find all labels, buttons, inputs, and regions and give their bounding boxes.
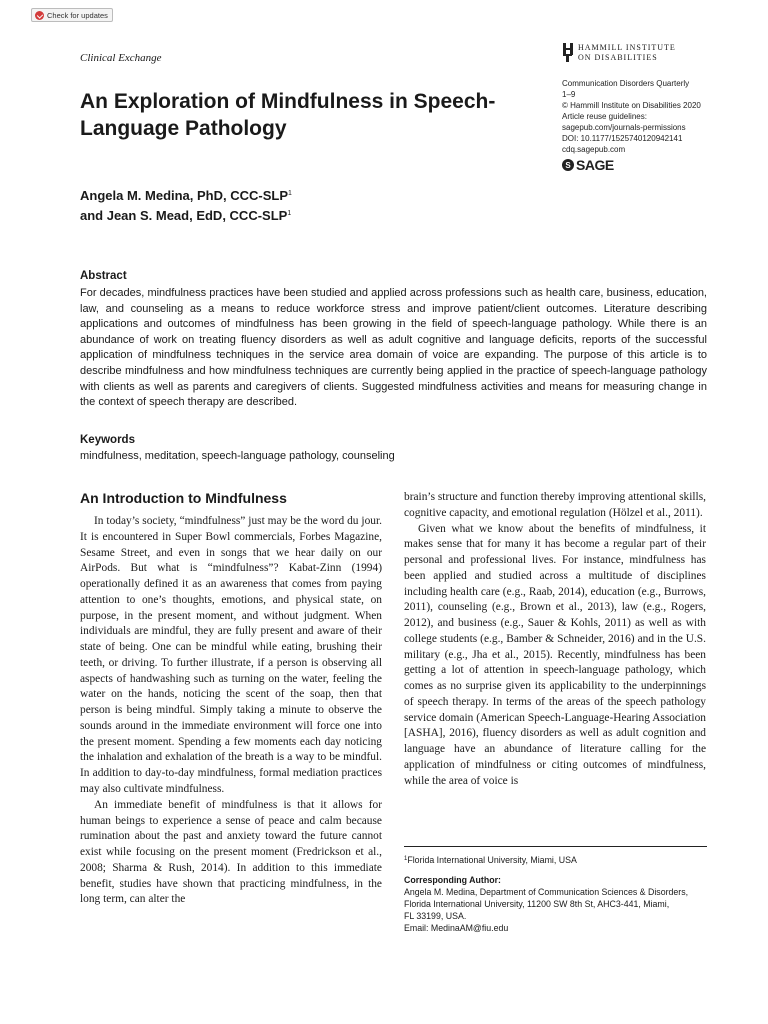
article-title: An Exploration of Mindfulness in Speech-Language Pathology — [80, 90, 496, 140]
author-1-name: Angela M. Medina, PhD, CCC-SLP — [80, 188, 289, 203]
publisher-logo — [561, 42, 676, 63]
journal-metadata — [562, 78, 701, 155]
affiliation-footnote — [404, 853, 724, 866]
author-1 — [80, 185, 292, 205]
doi-link[interactable]: DOI: 10.1177/1525740120942141 — [562, 134, 683, 143]
reuse-label: Article reuse guidelines: — [562, 112, 647, 121]
affil-mark: 1 — [404, 856, 408, 862]
copyright: © Hammill Institute on Disabilities 2020 — [562, 101, 701, 110]
paragraph: Given what we know about the benefits of mindfulness, it makes sense that for many it has become a regular part of their personal and professional lives. For instance, mindfulness has been applied and studied across a multitude of disciplines including health care (e.g., Raab, 2014), education (e.g., Burrows, 2011), counseling (e.g., Brown et al., 2013), law (e.g., Rogers, 2012), and business (e.g., Sauer & Kohls, 2011) as well as with college students (e.g., Bamber & Schneider, 2016) and in the U.S. military (e.g., Jha et al., 2015). Recently, mindfulness has been getting a lot of attention in speech-language pathology, which comes as no surprise given its applicability to the underpinnings of speech therapy. In terms of the areas of the speech pathology service domain (American Speech-Language-Hearing Association [ASHA], 2016), fluency disorders as well as adult cognition and language have an abundance of literature calling for the application of mindfulness or citing outcomes of mindfulness, while the area of voice is — [404, 522, 706, 787]
sage-logo-icon: S — [562, 159, 574, 171]
check-for-updates-label: Check for updates — [47, 10, 108, 20]
check-for-updates-badge[interactable] — [31, 8, 113, 22]
section-heading: An Introduction to Mindfulness — [80, 490, 287, 506]
journal-site-link[interactable]: cdq.sagepub.com — [562, 145, 626, 154]
sage-logo-text: SAGE — [576, 157, 614, 173]
corr-line: Angela M. Medina, Department of Communication Sciences & Disorders, — [404, 887, 689, 897]
corresponding-author — [404, 874, 724, 934]
article-section-label: Clinical Exchange — [80, 52, 162, 64]
publisher-name — [578, 42, 676, 63]
keywords-heading: Keywords — [80, 434, 135, 446]
abstract-text: For decades, mindfulness practices have been studied and applied across professions such as health care, business, education, law, and counseling as a means to reduce workforce stress and improve patient/client outcomes. Literature describing applications and outcomes of mindfulness has been growing in the field of speech-language pathology. While there is an abundance of work on treating fluency disorders as well as adult cognitive and language deficits, reports of the successful application of mindfulness techniques in the service area domain of voice are expanding. The purpose of this article is to describe mindfulness and how mindfulness techniques are currently being applied in the practice of speech-language pathology with clients as well as parents and caregivers of clients. Suggested mindfulness activities and means for measuring change in the context of speech therapy are described. — [80, 287, 707, 409]
publisher-name-line2: ON DISABILITIES — [578, 53, 658, 62]
corr-line: FL 33199, USA. — [404, 911, 467, 921]
author-list — [80, 185, 292, 225]
permissions-link[interactable]: sagepub.com/journals-permissions — [562, 123, 686, 132]
check-icon — [35, 11, 44, 20]
abstract-heading: Abstract — [80, 270, 127, 282]
author-2 — [80, 205, 292, 225]
page-range: 1–9 — [562, 90, 576, 99]
author-1-affil-mark: 1 — [288, 190, 292, 197]
paragraph: An immediate benefit of mindfulness is that it allows for human beings to experience a sense of peace and calm because rumination about the past and anxiety toward the future cannot exist while focusing on the present moment (Fredrickson et al., 2008; Sharma & Rush, 2014). In addition to this immediate benefit, studies have shown that practicing mindfulness, in the long term, can alter the — [80, 798, 382, 906]
body-column-right — [404, 490, 706, 790]
affiliation-text: Florida International University, Miami, USA — [407, 855, 577, 865]
hammill-logo-icon — [561, 42, 576, 62]
email-link[interactable]: Email: MedinaAM@fiu.edu — [404, 923, 509, 933]
keywords-text: mindfulness, meditation, speech-language pathology, counseling — [80, 450, 395, 462]
paragraph: In today’s society, “mindfulness” just may be the word du jour. It is encountered in Super Bowl commercials, Forbes Magazine, Sesame Street, and even in songs that we hear daily on our AirPods. But what is “mindfulness”? Kabat-Zinn (1994) operationally defined it as an awareness that comes from paying attention to one’s thoughts, emotions, and physical state, on purpose, in the present moment, and without judgment. When individuals are mindful, they are fully present and aware of their state of being. One can be mindful while eating, brushing their teeth, or driving. To further illustrate, if a person is observing all aspects of handwashing such as turning on the water, feeling the water on the hands, noticing the scent of the soap, then that person is being mindful. Simply taking a minute to observe the sounds around in the immediate environment will force one into the present moment. Spending a few moments each day noticing the inhalation and exhalation of the breath is a way to be mindful. In addition to day-to-day mindfulness, formal mediation practices may also cultivate mindfulness. — [80, 515, 382, 796]
body-column-left — [80, 514, 382, 908]
corr-line: Florida International University, 11200 SW 8th St, AHC3-441, Miami, — [404, 899, 670, 909]
footnote-divider — [404, 846, 707, 847]
publisher-name-line1: HAMMILL INSTITUTE — [578, 43, 676, 52]
paragraph: brain’s structure and function thereby improving attentional skills, cognitive capacity, and emotional regulation (Hölzel et al., 2011). — [404, 491, 706, 519]
corresponding-heading: Corresponding Author: — [404, 875, 501, 885]
author-2-name: and Jean S. Mead, EdD, CCC-SLP — [80, 208, 288, 223]
author-2-affil-mark: 1 — [287, 210, 292, 217]
journal-name: Communication Disorders Quarterly — [562, 79, 690, 88]
sage-logo — [562, 157, 614, 173]
